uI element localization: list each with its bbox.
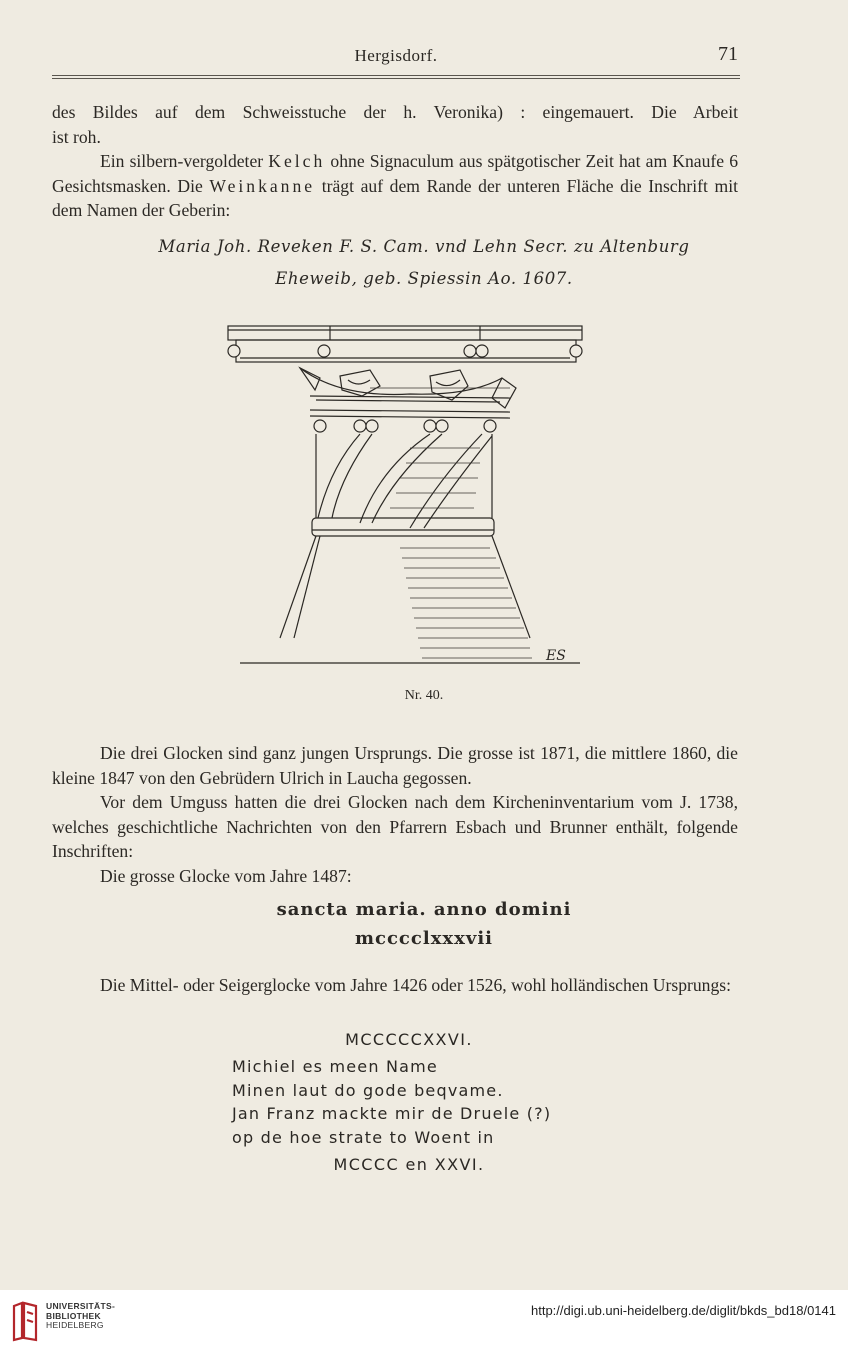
big-bell-inscription-2: mcccclxxxvii (354, 928, 494, 949)
figure-caption: Nr. 40. (404, 688, 444, 703)
logo-line-2: BIBLIOTHEK (46, 1310, 101, 1321)
footer-bar (0, 1290, 848, 1351)
p2-text-a: Ein silbern-vergoldeter (100, 151, 269, 171)
header-rule (52, 75, 740, 76)
logo-line-1: UNIVERSITÄTS- (46, 1301, 116, 1311)
mid-bell-title: MCCCCCXXVI. (345, 1030, 473, 1049)
inscription-line-2: Eheweib, geb. Spiessin Ao. 1607. (275, 269, 573, 288)
word-weinkanne: Weinkanne (209, 175, 316, 196)
p2-text-c: trägt auf dem Rande der unteren Fläche die Inschrift mit dem Namen der Geberin: (52, 175, 738, 220)
font-base-drawing (220, 318, 600, 668)
paragraph-6: Die Mittel- oder Seigerglocke vom Jahre 1426 oder 1526, wohl holländischen Ursprungs: (100, 975, 731, 995)
text-block-bells (52, 741, 738, 888)
mid-bell-end: MCCCC en XXVI. (333, 1155, 485, 1174)
text-block-mid-bell (52, 973, 738, 998)
university-library-logo-icon (10, 1300, 40, 1342)
logo-line-3: HEIDELBERG (46, 1320, 104, 1330)
header-rule-double (52, 78, 740, 79)
paragraph-1b: ist roh. (52, 126, 101, 147)
verse-line: Jan Franz mackte mir de Druele (?) (232, 1104, 552, 1123)
big-bell-inscription-1: sancta maria. anno domini (276, 899, 572, 920)
word-kelch: Kelch (268, 151, 326, 171)
inscription-line-1: Maria Joh. Reveken F. S. Cam. vnd Lehn Secr. zu Altenburg (158, 237, 690, 256)
paragraph-1a: des Bildes auf dem Schweisstuche der h. Veronika) : eingemauert. Die Arbeit (52, 102, 738, 122)
mid-bell-verse (232, 1055, 551, 1149)
running-header (52, 43, 740, 70)
artist-signature: ES (546, 648, 566, 664)
page-number: 71 (718, 43, 738, 65)
paragraph-4: Vor dem Umguss hatten die drei Glocken nach dem Kircheninventarium vom J. 1738, welches geschichtliche Nachrichten von den Pfarrern Esbach und Brunner enthält, folgende Inschriften: (52, 792, 738, 861)
verse-line: op de hoe strate to Woent in (232, 1127, 495, 1147)
text-block-top (52, 100, 738, 223)
paragraph-3: Die drei Glocken sind ganz jungen Ursprungs. Die grosse ist 1871, die mittlere 1860, die kleine 1847 von den Gebrüdern Ulrich in Laucha gegossen. (52, 743, 738, 788)
verse-line: Michiel es meen Name (232, 1057, 438, 1076)
running-title: Hergisdorf. (354, 46, 438, 65)
paragraph-5: Die grosse Glocke vom Jahre 1487: (100, 865, 352, 886)
p2-text-b: ohne Signaculum aus spätgotischer Zeit hat am Knaufe 6 Gesichtsmasken. Die (52, 151, 739, 196)
permalink-url[interactable]: http://digi.ub.uni-heidelberg.de/diglit/bkds_bd18/0141 (530, 1303, 836, 1318)
paragraph-2 (52, 149, 738, 223)
logo-text (46, 1302, 115, 1331)
verse-line: Minen laut do gode beqvame. (232, 1080, 504, 1100)
